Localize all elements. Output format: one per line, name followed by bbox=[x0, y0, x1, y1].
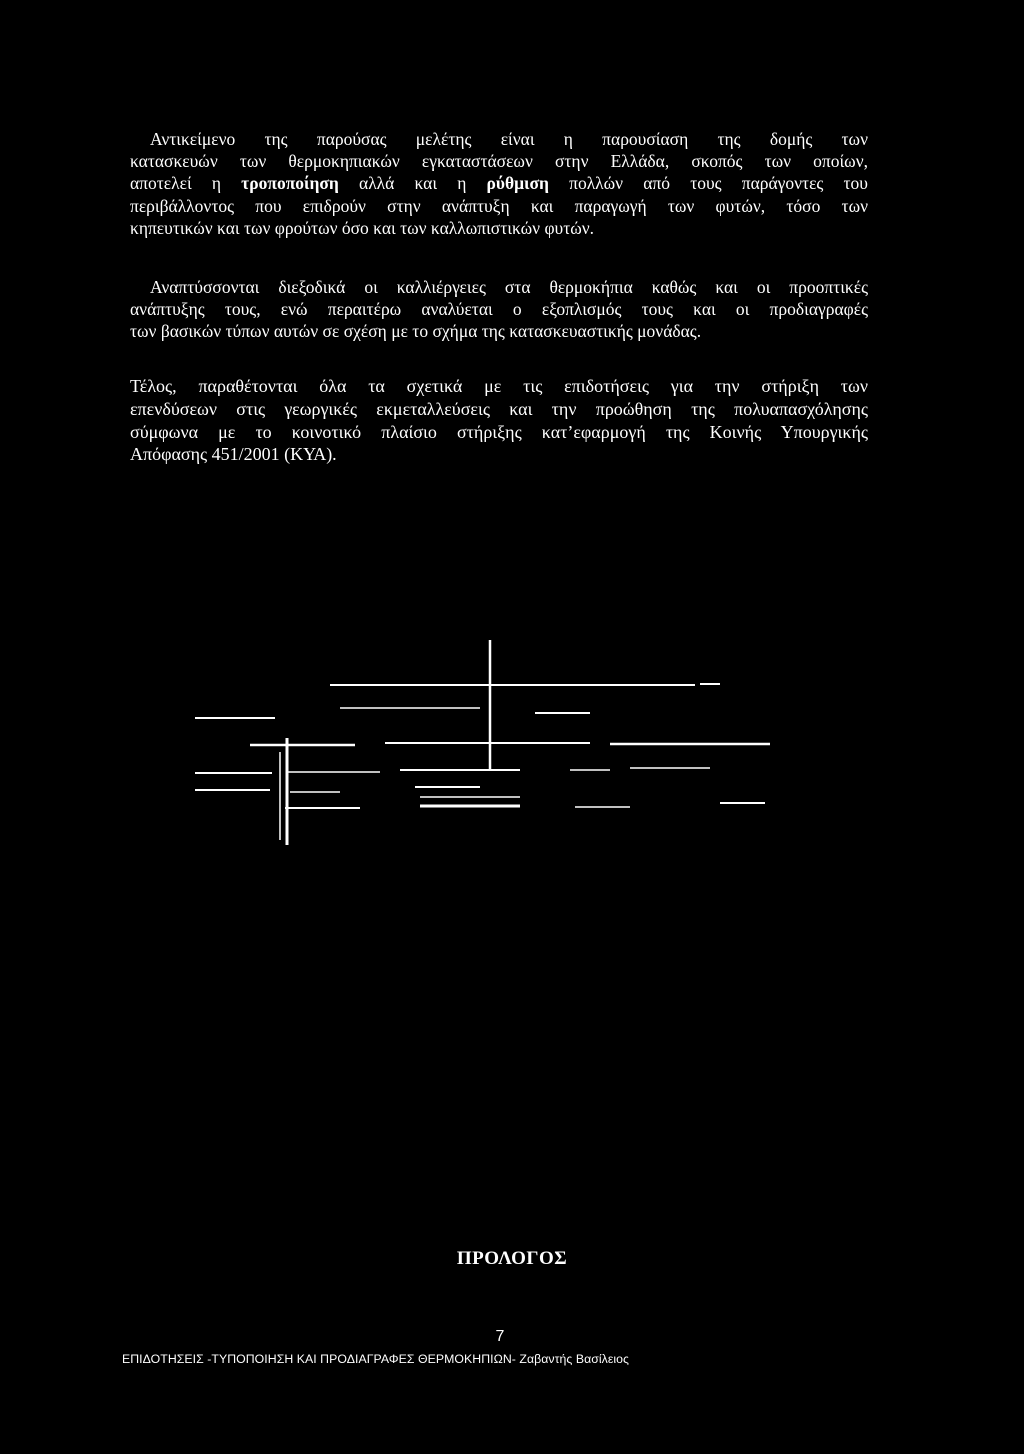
text-fragment: αλλά και η bbox=[338, 173, 487, 194]
paragraph-line: σύμφωνα με το κοινοτικό πλαίσιο στήριξης κατ’εφαρμογή της Κοινής Υπουργικής bbox=[130, 421, 868, 442]
decorative-line-graphic bbox=[190, 640, 770, 850]
text-fragment: αποτελεί η bbox=[130, 173, 242, 194]
bold-term-regulation: ρύθμιση bbox=[486, 173, 549, 194]
page-number: 7 bbox=[495, 1328, 505, 1345]
paragraph-intro bbox=[130, 128, 868, 239]
paragraph-line: κηπευτικών και των φρούτων όσο και των καλλωπιστικών φυτών. bbox=[130, 217, 595, 238]
text-fragment: πολλών από τους παράγοντες του bbox=[548, 173, 868, 194]
paragraph-line: Τέλος, παραθέτονται όλα τα σχετικά με τις επιδοτήσεις για την στήριξη των bbox=[130, 376, 868, 396]
paragraph-line: κατασκευών των θερμοκηπιακών εγκαταστάσεων στην Ελλάδα, σκοπός των οποίων, bbox=[130, 151, 868, 172]
paragraph-subsidies bbox=[130, 375, 868, 466]
paragraph-line: περιβάλλοντος που επιδρούν στην ανάπτυξη και παραγωγή των φυτών, τόσο των bbox=[130, 195, 868, 216]
section-heading: ΠΡΟΛΟΓΟΣ bbox=[456, 1248, 568, 1269]
paragraph-crops bbox=[130, 276, 868, 343]
paragraph-line: Αναπτύσσονται διεξοδικά οι καλλιέργειες στα θερμοκήπια καθώς και οι προοπτικές bbox=[150, 277, 868, 297]
paragraph-line: των βασικών τύπων αυτών σε σχέση με το σχήμα της κατασκευαστικής μονάδας. bbox=[130, 321, 702, 342]
paragraph-line bbox=[130, 172, 868, 194]
paragraph-line: Απόφασης 451/2001 (ΚΥΑ). bbox=[130, 444, 337, 465]
paragraph-line: επενδύσεων στις γεωργικές εκμεταλλεύσεις και την προώθηση της πολυαπασχόλησης bbox=[130, 398, 868, 419]
paragraph-line: Αντικείμενο της παρούσας μελέτης είναι η παρουσίαση της δομής των bbox=[150, 129, 868, 149]
paragraph-line: ανάπτυξης τους, ενώ περαιτέρω αναλύεται ο εξοπλισμός τους και οι προδιαγραφές bbox=[130, 299, 868, 320]
document-footer: ΕΠΙΔΟΤΗΣΕΙΣ -ΤΥΠΟΠΟΙΗΣΗ ΚΑΙ ΠΡΟΔΙΑΓΡΑΦΕΣ ΘΕΡΜΟΚΗΠΙΩΝ- Ζαβαντής Βασίλειος bbox=[122, 1352, 630, 1366]
bold-term-modification: τροποποίηση bbox=[241, 173, 339, 194]
